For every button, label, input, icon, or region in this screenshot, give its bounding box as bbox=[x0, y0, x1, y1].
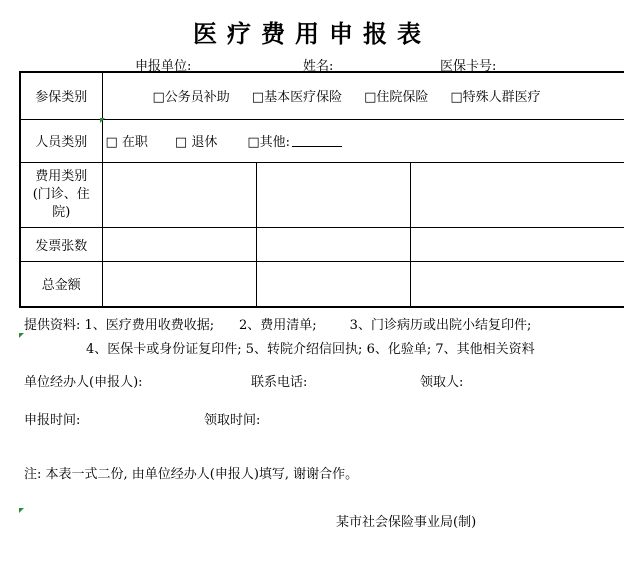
expense-type-label: 费用类别 (门诊、住 院) bbox=[20, 162, 102, 227]
option-other[interactable]: □其他: bbox=[247, 135, 291, 150]
issuer-text: 某市社会保险事业局(制) bbox=[336, 515, 477, 530]
option-special-group-medical[interactable]: □特殊人群医疗 bbox=[450, 90, 541, 106]
total-amount-cell-3[interactable] bbox=[410, 261, 624, 307]
apply-time-label: 申报时间: bbox=[24, 413, 81, 428]
invoice-count-label: 发票张数 bbox=[20, 227, 102, 261]
cell-comment-marker bbox=[100, 118, 105, 123]
materials-line-2: 4、医保卡或身份证复印件; 5、转院介绍信回执; 6、化验单; 7、其他相关资料 bbox=[86, 342, 535, 357]
cell-comment-marker bbox=[19, 333, 24, 338]
expense-type-cell-1[interactable] bbox=[102, 162, 256, 227]
insurance-type-row bbox=[20, 72, 624, 119]
note-text: 注: 本表一式二份, 由单位经办人(申报人)填写, 谢谢合作。 bbox=[24, 467, 359, 482]
declaring-unit-label: 申报单位: bbox=[135, 59, 192, 74]
option-inpatient-insurance[interactable]: □住院保险 bbox=[364, 90, 429, 106]
cell-comment-marker bbox=[19, 508, 24, 513]
staff-type-options bbox=[102, 119, 624, 162]
option-retired[interactable]: □ 退休 bbox=[174, 135, 218, 150]
handler-label: 单位经办人(申报人): bbox=[24, 375, 143, 390]
option-basic-medical-insurance[interactable]: □基本医疗保险 bbox=[251, 90, 343, 106]
phone-label: 联系电话: bbox=[251, 375, 308, 390]
form-title: 医疗费用申报表 bbox=[193, 20, 431, 48]
total-amount-cell-2[interactable] bbox=[256, 261, 410, 307]
expense-type-cell-3[interactable] bbox=[410, 162, 624, 227]
other-blank-line[interactable] bbox=[292, 134, 342, 147]
total-amount-cell-1[interactable] bbox=[102, 261, 256, 307]
insurance-type-options bbox=[102, 72, 624, 119]
declaration-table bbox=[19, 71, 624, 308]
expense-type-cell-2[interactable] bbox=[256, 162, 410, 227]
insurance-card-label: 医保卡号: bbox=[440, 59, 497, 74]
option-employed[interactable]: □ 在职 bbox=[105, 135, 148, 150]
total-amount-row bbox=[20, 261, 624, 307]
expense-type-row bbox=[20, 162, 624, 227]
invoice-count-row bbox=[20, 227, 624, 261]
staff-type-row bbox=[20, 119, 624, 162]
insurance-type-label: 参保类别 bbox=[20, 72, 102, 119]
name-label: 姓名: bbox=[303, 59, 334, 74]
option-civil-servant-subsidy[interactable]: □公务员补助 bbox=[152, 90, 230, 106]
receiver-label: 领取人: bbox=[420, 375, 464, 390]
total-amount-label: 总金额 bbox=[20, 261, 102, 307]
receive-time-label: 领取时间: bbox=[204, 413, 261, 428]
invoice-count-cell-1[interactable] bbox=[102, 227, 256, 261]
invoice-count-cell-3[interactable] bbox=[410, 227, 624, 261]
staff-type-label: 人员类别 bbox=[20, 119, 102, 162]
materials-line-1: 提供资料: 1、医疗费用收费收据; 2、费用清单; 3、门诊病历或出院小结复印件; bbox=[24, 318, 532, 333]
invoice-count-cell-2[interactable] bbox=[256, 227, 410, 261]
